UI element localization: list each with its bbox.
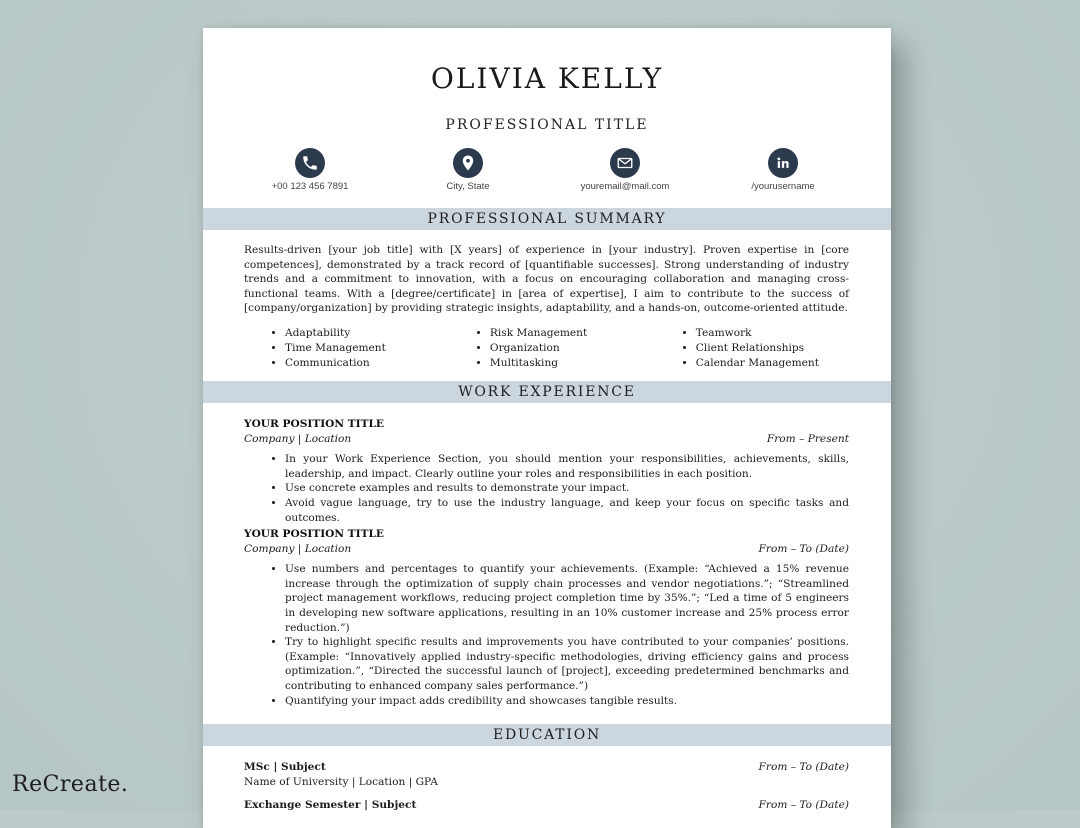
phone-icon xyxy=(295,148,325,178)
education-degree: Exchange Semester | Subject xyxy=(244,799,417,811)
job-entry-2 xyxy=(244,527,849,708)
envelope-icon xyxy=(610,148,640,178)
section-header-summary: PROFESSIONAL SUMMARY xyxy=(203,208,891,230)
location-pin-icon xyxy=(453,148,483,178)
job-meta xyxy=(244,542,849,557)
job-bullet: • Try to highlight specific results and improvements you have contributed to your companies’ positions. (Example: “Innovatively applied industry-specific methodologies, driving efficiency gains and process optimization.”, “Directed the successful launch of [project], exceeding predetermined benchmarks and contributing to enhanced company sales performance.”) xyxy=(285,635,849,693)
education-entry-2 xyxy=(244,798,849,813)
skill-item: • Client Relationships xyxy=(696,341,849,356)
email-text[interactable]: youremail@mail.com xyxy=(580,181,670,192)
job-bullets xyxy=(244,452,849,525)
job-company: Company | Location xyxy=(244,432,352,445)
linkedin-icon xyxy=(768,148,798,178)
skills-column-3 xyxy=(696,326,849,371)
job-dates: From – Present xyxy=(766,432,849,445)
section-header-experience: WORK EXPERIENCE xyxy=(203,381,891,403)
skill-item: • Risk Management xyxy=(490,326,696,341)
skill-item: • Multitasking xyxy=(490,356,696,371)
skills-column-1 xyxy=(244,326,490,371)
section-header-education: EDUCATION xyxy=(203,724,891,746)
education-entry-1 xyxy=(244,760,849,789)
contact-email xyxy=(545,148,705,192)
job-bullet: • In your Work Experience Section, you should mention your responsibilities, achievements, skills, leadership, and impact. Clearly outline your roles and responsibilities in each position. xyxy=(285,452,849,481)
skill-item: • Teamwork xyxy=(696,326,849,341)
job-bullet: • Avoid vague language, try to use the industry language, and keep your focus on specific tasks and outcomes. xyxy=(285,496,849,525)
education-meta xyxy=(244,798,849,813)
summary-text: Results-driven [your job title] with [X years] of experience in [your industry]. Proven expertise in [core competences], demonstrated by a track record of [quantifiable successes]. Strong understanding of industry trends and a commitment to innovation, with a focus on encouraging collaboration and managing cross-functional teams. With a [degree/certificate] in [area of expertise], I aim to contribute to the success of [company/organization] by providing strategic insights, adaptability, and a hands-on, outcome-oriented attitude. xyxy=(244,244,849,315)
location-text: City, State xyxy=(446,181,490,192)
job-dates: From – To (Date) xyxy=(758,542,849,555)
skill-item: • Organization xyxy=(490,341,696,356)
contact-linkedin xyxy=(703,148,863,192)
linkedin-text[interactable]: /yourusername xyxy=(751,181,815,192)
skills-list xyxy=(244,326,849,371)
education-detail: Name of University | Location | GPA xyxy=(244,775,438,788)
education-degree: MSc | Subject xyxy=(244,761,326,773)
job-bullets xyxy=(244,562,849,708)
job-title: YOUR POSITION TITLE xyxy=(244,528,385,540)
job-entry-1 xyxy=(244,417,849,525)
contact-phone xyxy=(230,148,390,192)
job-meta xyxy=(244,432,849,447)
job-company: Company | Location xyxy=(244,542,352,555)
phone-text: +00 123 456 7891 xyxy=(271,181,349,192)
job-title: YOUR POSITION TITLE xyxy=(244,418,385,430)
candidate-name: OLIVIA KELLY xyxy=(430,62,664,95)
skill-item: • Communication xyxy=(285,356,490,371)
job-bullet: • Use concrete examples and results to demonstrate your impact. xyxy=(285,481,849,496)
education-dates: From – To (Date) xyxy=(758,799,849,811)
job-bullet: • Quantifying your impact adds credibility and showcases tangible results. xyxy=(285,694,849,709)
brand-watermark: ReCreate. xyxy=(12,772,129,797)
skill-item: • Adaptability xyxy=(285,326,490,341)
contact-location xyxy=(388,148,548,192)
skills-column-2 xyxy=(490,326,696,371)
education-dates: From – To (Date) xyxy=(758,761,849,773)
skill-item: • Time Management xyxy=(285,341,490,356)
professional-title: PROFESSIONAL TITLE xyxy=(445,117,649,133)
education-meta xyxy=(244,760,849,775)
skill-item: • Calendar Management xyxy=(696,356,849,371)
job-bullet: • Use numbers and percentages to quantify your achievements. (Example: “Achieved a 15% revenue increase through the optimization of supply chain processes and vendor negotiations.”; “Streamlined project management workflows, reducing project completion time by 35%.”; “Led a time of 5 engineers in developing new software applications, resulting in an 10% customer increase and 25% process error reduction.”) xyxy=(285,562,849,635)
contact-bar xyxy=(203,148,891,198)
resume-page xyxy=(203,28,891,828)
